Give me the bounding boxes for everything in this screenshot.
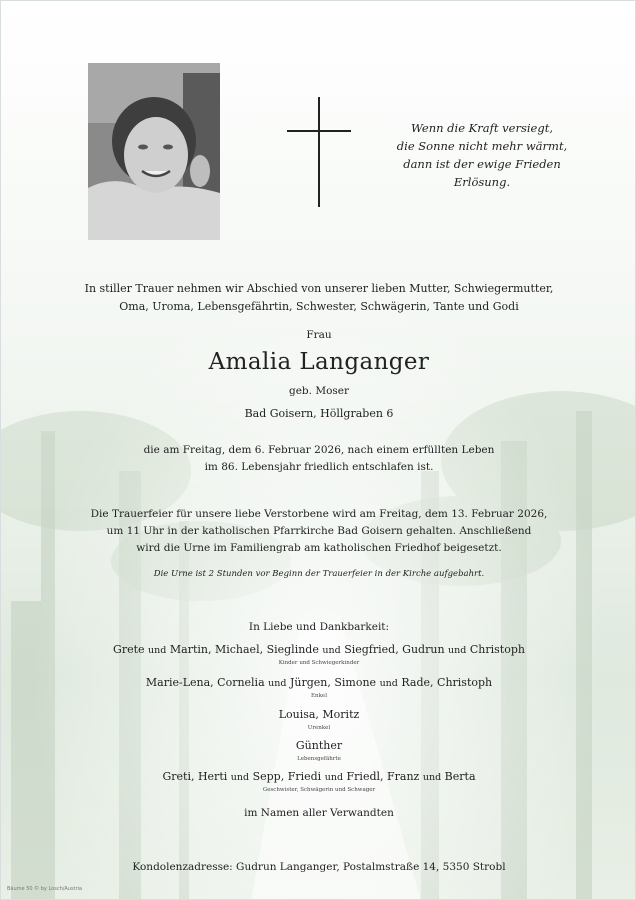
mourner-group-relation: Lebensgefährte [297,756,341,762]
mourner-group-names: Louisa, Moritz [278,708,360,721]
mourner-group-relation: Enkel [311,693,327,699]
image-credit: Bäume 50 © by Losch/Austria [7,886,83,892]
mourner-group-relation: Urenkel [307,725,331,731]
poem-line: Erlösung. [453,175,511,189]
intro-line: In stiller Trauer nehmen wir Abschied von unserer lieben Mutter, Schwiegermutter, [84,282,554,295]
poem-line: Wenn die Kraft versiegt, [411,121,553,135]
mourner-group-names: Grete und Martin, Michael, Sieglinde und Siegfried, Gudrun und Christoph [113,643,525,656]
mourner-group-names: Marie-Lena, Cornelia und Jürgen, Simone und Rade, Christoph [145,676,493,689]
mourner-group-relation: Geschwister, Schwägerin und Schwager [262,787,376,793]
poem-line: dann ist der ewige Frieden [403,157,561,171]
salutation: Frau [306,329,332,341]
portrait-photo [88,63,220,240]
death-notice-line: die am Freitag, dem 6. Februar 2026, nach einem erfüllten Leben [143,444,495,456]
ceremony-line: Die Trauerfeier für unsere liebe Verstorbene wird am Freitag, dem 13. Februar 2026, [90,508,548,520]
birth-name: geb. Moser [288,385,350,397]
deceased-name: Amalia Langanger [208,349,430,375]
poem [379,119,585,191]
poem-line: die Sonne nicht mehr wärmt, [396,139,568,153]
cross-symbol [287,97,351,207]
ceremony-line: wird die Urne im Familiengrab am katholischen Friedhof beigesetzt. [136,542,502,554]
mourner-group-relation: Kinder und Schwiegerkinder [278,660,360,666]
deceased-address: Bad Goisern, Höllgraben 6 [244,407,394,420]
mourner-group-names: Günther [295,739,343,752]
urn-note: Die Urne ist 2 Stunden vor Beginn der Trauerfeier in der Kirche aufgebahrt. [153,569,485,579]
mourner-group-names: Greti, Herti und Sepp, Friedi und Friedl, Franz und Berta [162,770,476,783]
intro-line: Oma, Uroma, Lebensgefährtin, Schwester, Schwägerin, Tante und Godi [119,300,519,313]
death-notice-line: im 86. Lebensjahr friedlich entschlafen ist. [204,461,434,473]
mourners-closing: im Namen aller Verwandten [244,807,394,819]
ceremony-line: um 11 Uhr in der katholischen Pfarrkirche Bad Goisern gehalten. Anschließend [106,525,532,537]
condolence-address: Kondolenzadresse: Gudrun Langanger, Postalmstraße 14, 5350 Strobl [132,861,506,873]
mourners-heading: In Liebe und Dankbarkeit: [248,621,390,633]
